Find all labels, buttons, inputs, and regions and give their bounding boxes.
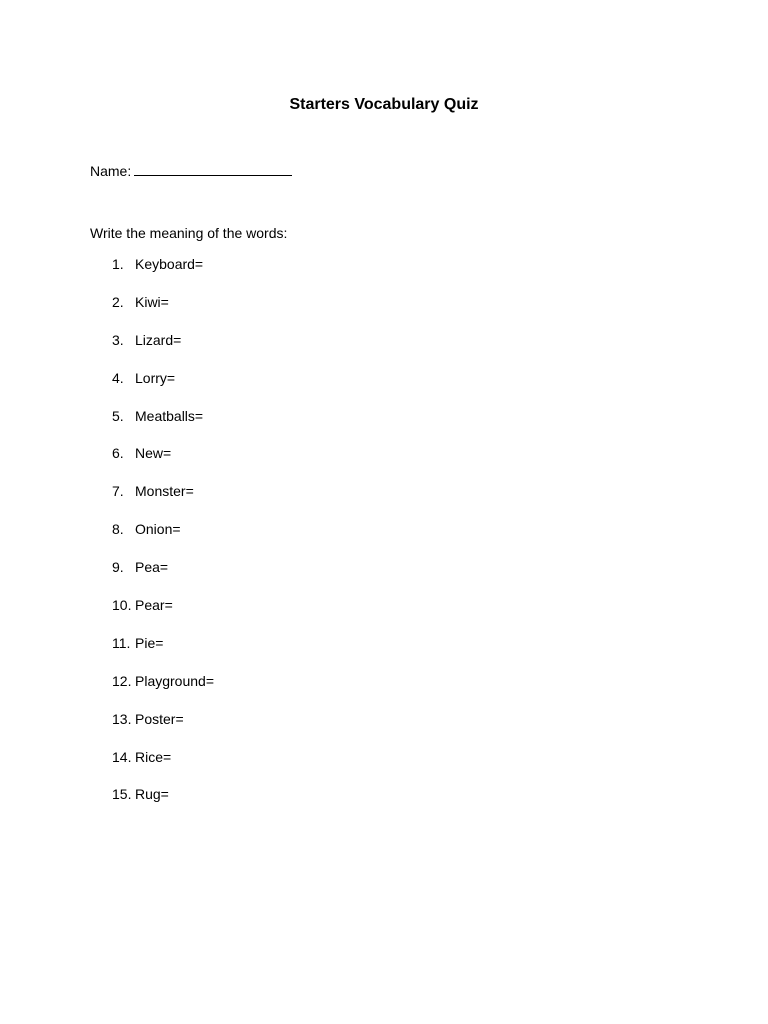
item-number: 1.: [112, 256, 124, 272]
item-number: 11.: [112, 634, 131, 651]
instructions: Write the meaning of the words:: [90, 225, 288, 241]
item-number: 13.: [112, 710, 132, 727]
item-number: 3.: [112, 331, 124, 348]
item-word: Onion=: [135, 521, 181, 538]
item-word: Monster=: [135, 483, 194, 500]
item-word: Pie=: [135, 634, 164, 651]
item-word: Pea=: [135, 559, 169, 576]
item-word: Keyboard=: [135, 256, 204, 272]
item-word: Rice=: [135, 748, 172, 765]
item-number: 12.: [112, 672, 132, 689]
name-row: [90, 162, 292, 180]
item-number: 8.: [112, 521, 124, 538]
item-number: 4.: [112, 369, 124, 386]
item-word: Pear=: [135, 597, 173, 614]
item-number: 9.: [112, 559, 124, 576]
item-number: 6.: [112, 445, 124, 462]
item-number: 2.: [112, 293, 124, 310]
item-number: 15.: [112, 786, 132, 803]
item-number: 5.: [112, 407, 124, 424]
name-blank-line[interactable]: [134, 162, 292, 176]
item-word: New=: [135, 445, 172, 462]
name-label: Name:: [90, 163, 132, 179]
item-number: 7.: [112, 483, 124, 500]
item-word: Lizard=: [135, 331, 182, 348]
item-number: 10.: [112, 597, 132, 614]
page-title: Starters Vocabulary Quiz: [289, 96, 479, 113]
item-word: Lorry=: [135, 369, 176, 386]
item-word: Poster=: [135, 710, 184, 727]
item-word: Kiwi=: [135, 293, 169, 310]
item-word: Playground=: [135, 672, 215, 689]
item-word: Rug=: [135, 786, 169, 803]
item-word: Meatballs=: [135, 407, 204, 424]
item-number: 14.: [112, 748, 132, 765]
